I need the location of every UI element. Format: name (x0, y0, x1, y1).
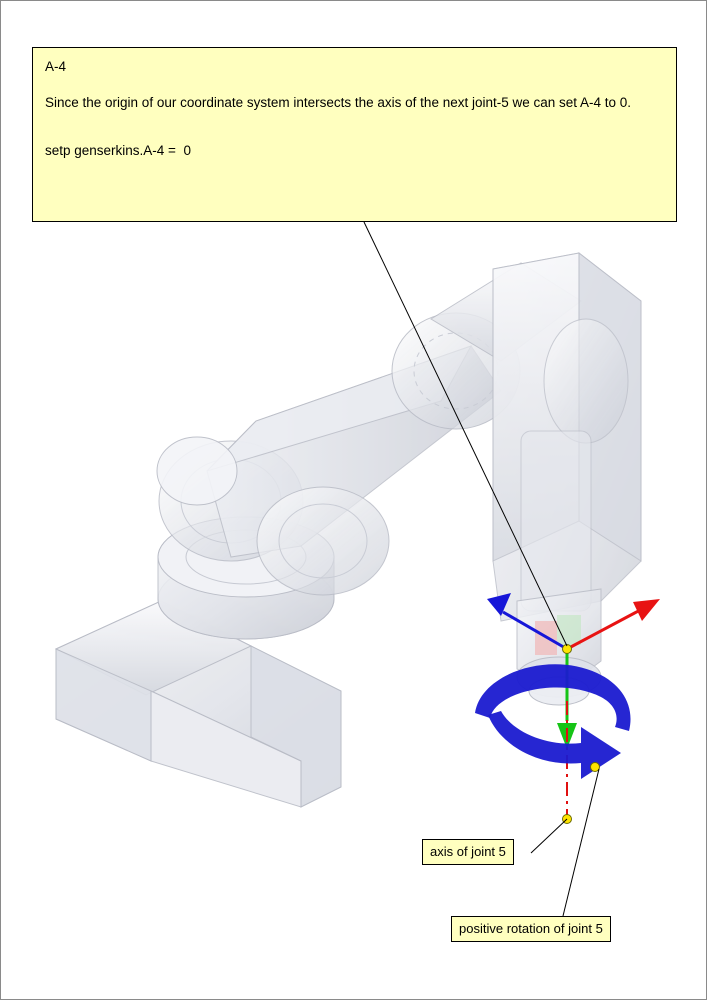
leader-line-axis-label (531, 819, 567, 853)
note-box-a4 (32, 47, 677, 222)
label-positive-rotation-of-joint-5: positive rotation of joint 5 (451, 916, 611, 942)
note-body: Since the origin of our coordinate system intersects the axis of the next joint-5 we can set A-4 to 0. (45, 95, 632, 111)
rotation-arrow-marker (591, 763, 600, 772)
joint5-rotation-arrow (475, 664, 631, 779)
robot-forearm (493, 253, 641, 621)
x-axis-arrowhead (633, 599, 660, 621)
label-axis-of-joint-5: axis of joint 5 (422, 839, 514, 865)
note-title: A-4 (45, 59, 67, 74)
note-code: setp genserkins.A-4 = 0 (45, 143, 191, 159)
leader-line-rotation-label (563, 769, 599, 916)
